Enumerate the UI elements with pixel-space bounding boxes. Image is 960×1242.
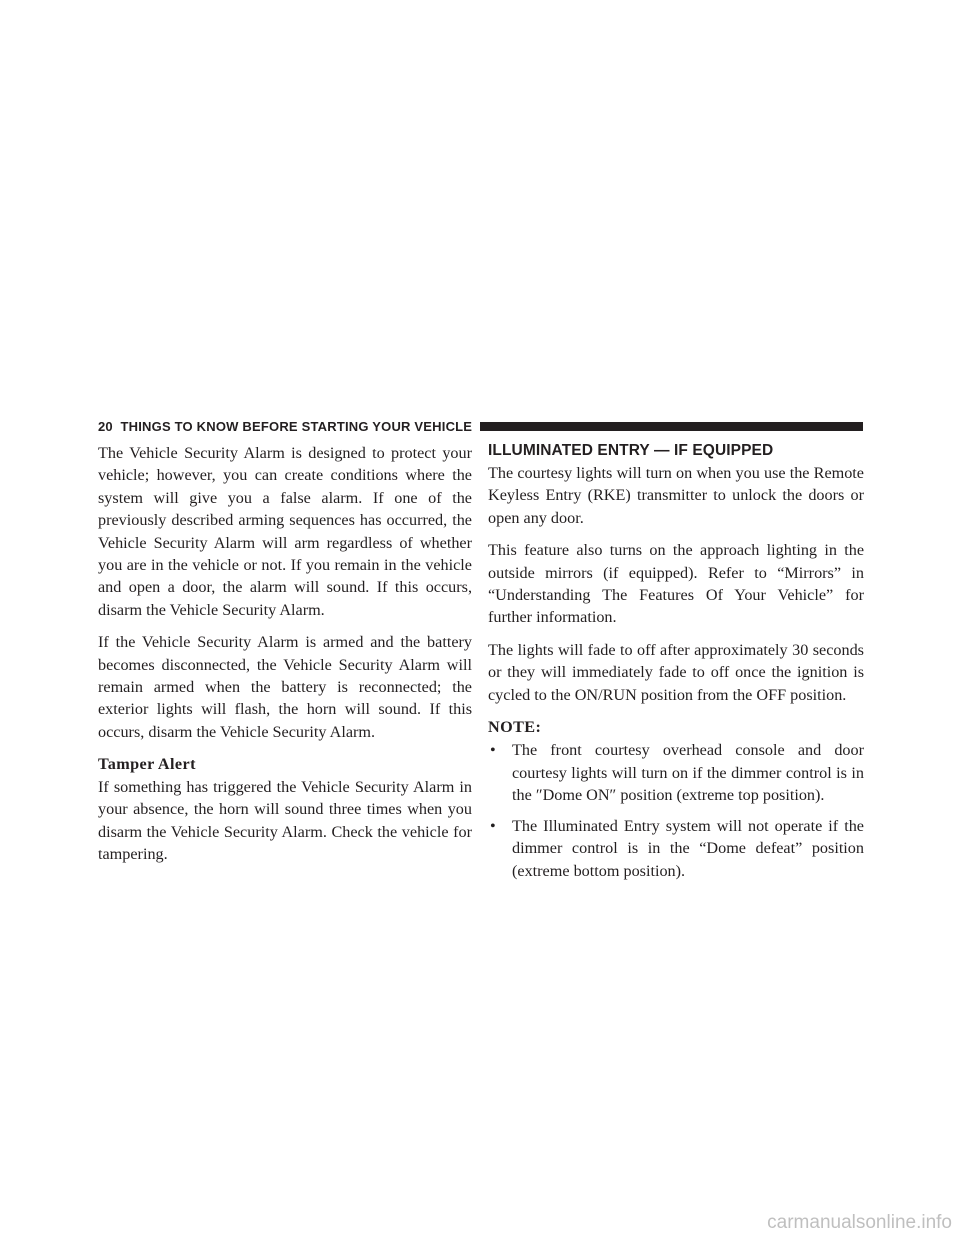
- note-bullet-text: The Illuminated Entry system will not operate if the dimmer control is in the “Dome defeat” position (extreme bottom position).: [512, 816, 864, 880]
- bullet-icon: •: [490, 816, 496, 835]
- note-bullet-list: [488, 739, 864, 881]
- note-bullet-item: [488, 739, 864, 806]
- tamper-alert-paragraph: If something has triggered the Vehicle Security Alarm in your absence, the horn will sound three times when you disarm the Vehicle Security Alarm. Check the vehicle for tampering.: [98, 777, 472, 863]
- page-number: 20: [98, 418, 113, 434]
- illuminated-entry-paragraph-3: The lights will fade to off after approximately 30 seconds or they will immediately fade to off once the ignition is cycled to the ON/RUN position from the OFF position.: [488, 640, 864, 704]
- header-label: [98, 419, 480, 434]
- tamper-alert-heading: Tamper Alert: [98, 755, 196, 774]
- note-bullet-item: [488, 815, 864, 882]
- alarm-paragraph-2: If the Vehicle Security Alarm is armed and the battery becomes disconnected, the Vehicle Security Alarm will remain armed when the battery is reconnected; the exterior lights will flash, the horn will sound. If this occurs, disarm the Vehicle Security Alarm.: [98, 633, 472, 741]
- header-rule: [480, 422, 863, 431]
- note-bullet-text: The front courtesy overhead console and door courtesy lights will turn on if the dimmer control is in the ″Dome ON″ position (extreme top position).: [512, 741, 864, 805]
- illuminated-entry-paragraph-2: This feature also turns on the approach lighting in the outside mirrors (if equipped). Refer to “Mirrors” in “Understanding The Features Of Your Vehicle” for further information.: [488, 541, 864, 627]
- illuminated-entry-title: ILLUMINATED ENTRY — IF EQUIPPED: [488, 442, 774, 459]
- illuminated-entry-paragraph-1: The courtesy lights will turn on when you use the Remote Keyless Entry (RKE) transmitter to unlock the doors or open any door.: [488, 464, 864, 527]
- alarm-paragraph-1: The Vehicle Security Alarm is designed to protect your vehicle; however, you can create conditions where the system will give you a false alarm. If one of the previously described arming sequences has occurred, the Vehicle Security Alarm will arm regardless of whether you are in the vehicle or not. If you remain in the vehicle and open a door, the alarm will sound. If this occurs, disarm the Vehicle Security Alarm.: [98, 444, 472, 619]
- note-label: NOTE:: [488, 718, 542, 737]
- left-column: [98, 442, 472, 875]
- bullet-icon: •: [490, 741, 496, 760]
- header-title: THINGS TO KNOW BEFORE STARTING YOUR VEHICLE: [120, 418, 473, 434]
- right-column: [488, 442, 864, 890]
- page-header: [98, 418, 863, 434]
- watermark: carmanualsonline.info: [767, 1212, 952, 1233]
